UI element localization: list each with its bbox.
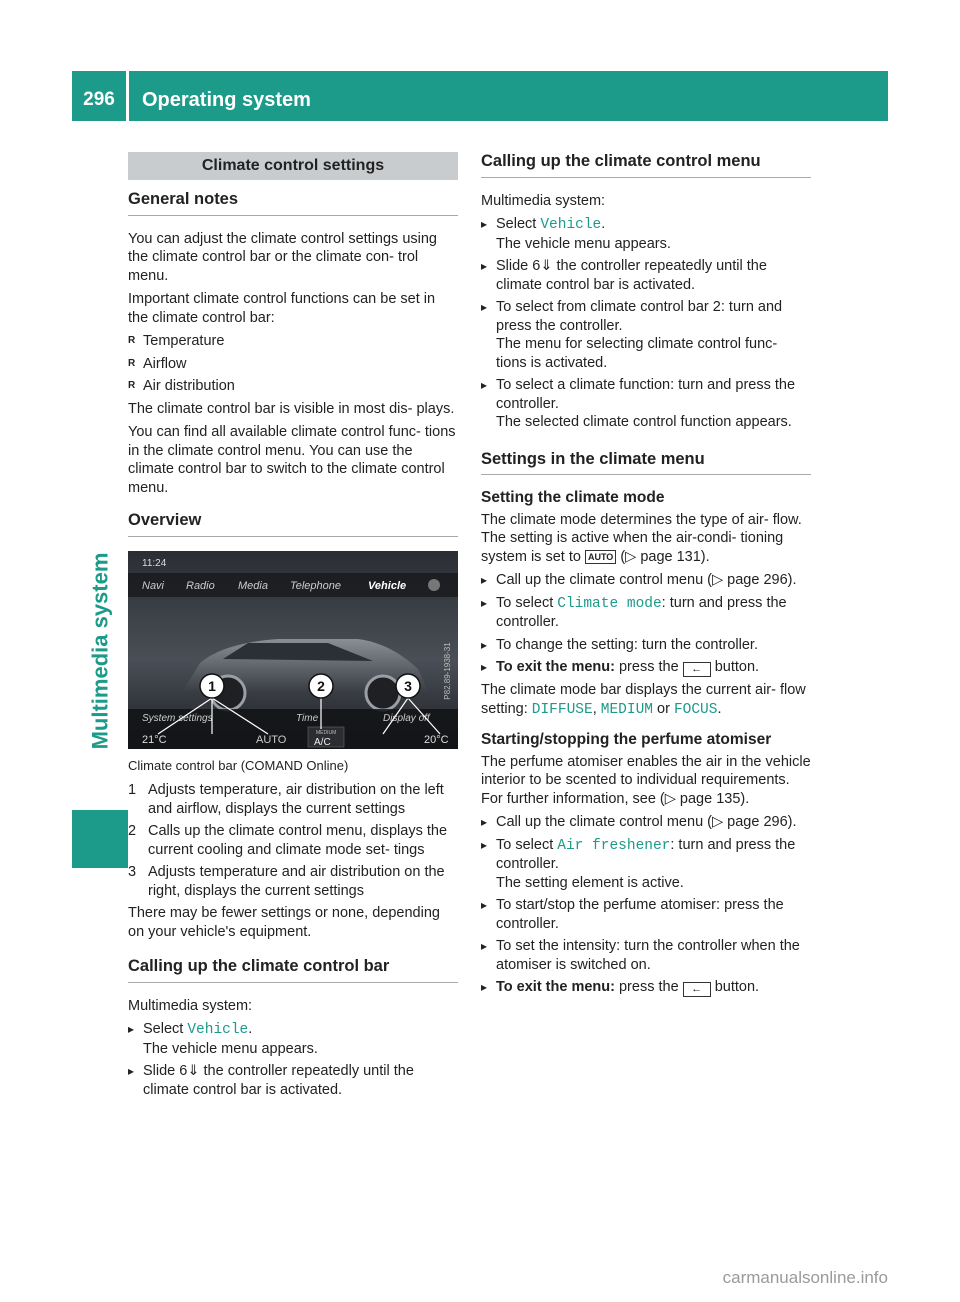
back-icon: ← xyxy=(683,982,711,997)
step: ▸ To start/stop the perfume atomiser: press the controller. xyxy=(481,896,811,933)
back-icon: ← xyxy=(683,662,711,677)
focus-code: FOCUS xyxy=(673,701,718,718)
paragraph: There may be fewer settings or none, depending on your vehicle's equipment. xyxy=(128,905,440,940)
page-header xyxy=(72,71,888,121)
vehicle-code: Vehicle xyxy=(187,1022,249,1038)
image-code: P82.89-1938-31 xyxy=(443,641,452,700)
auto-icon: AUTO xyxy=(585,550,616,564)
legend-item: 1 Adjusts temperature, air distribution on the left and airflow, displays the current settings xyxy=(128,782,444,817)
climate-mode-heading: Setting the climate mode xyxy=(481,489,665,506)
diffuse-code: DIFFUSE xyxy=(531,701,593,718)
step: ▸ Slide 6⇓ the controller repeatedly until the climate control bar is activated. xyxy=(128,1062,458,1099)
paragraph: The climate mode determines the type of air- flow. The setting is active when the air-condi- tioning system is set to AUTO (▷ page 131). xyxy=(481,511,802,565)
overview-heading: Overview xyxy=(128,511,458,537)
section-banner: Climate control settings xyxy=(128,152,458,180)
header-divider xyxy=(126,71,129,121)
step: ▸ Select Vehicle. The vehicle menu appears. xyxy=(128,1020,458,1058)
menu-vehicle: Vehicle xyxy=(368,579,407,592)
perfume-heading: Starting/stopping the perfume atomiser xyxy=(481,731,772,748)
screen-time-label: Time xyxy=(296,712,319,724)
paragraph: You can find all available climate control func- tions in the climate control menu. You can use the climate control bar to switch to the climate control menu. xyxy=(128,424,456,496)
list-item: R Air distribution xyxy=(128,377,458,396)
screen-display-off: Display off xyxy=(383,712,430,724)
paragraph: The climate control bar is visible in most dis- plays. xyxy=(128,400,455,417)
sidebar xyxy=(72,121,128,1302)
screen-temp-left: 21°C xyxy=(142,733,167,746)
paragraph: Multimedia system: xyxy=(481,192,606,209)
step: ▸ To set the intensity: turn the controller when the atomiser is switched on. xyxy=(481,937,811,974)
sidebar-section-label: Multimedia system xyxy=(87,552,112,750)
screen-graphic xyxy=(128,551,458,749)
legend-item: 3 Adjusts temperature and air distribution on the right, displays the current settings xyxy=(128,864,445,899)
controller-slide-icon: 6⇓ xyxy=(532,258,553,274)
left-column xyxy=(128,152,458,1103)
climate-bar-screenshot xyxy=(128,551,458,749)
screen-medium: MEDIUM xyxy=(316,729,337,736)
menu-navi: Navi xyxy=(142,579,165,592)
general-notes-heading: General notes xyxy=(128,190,458,216)
screen-time: 11:24 xyxy=(142,557,167,569)
list-item: R Airflow xyxy=(128,355,458,374)
legend-item: 2 Calls up the climate control menu, displays the current cooling and climate mode set- tings xyxy=(128,823,448,858)
svg-text:3: 3 xyxy=(404,677,412,694)
screen-temp-right: 20°C xyxy=(424,733,449,746)
step: ▸ To select a climate function: turn and press the controller. The selected climate control function appears. xyxy=(481,376,811,432)
air-freshener-code: Air freshener xyxy=(557,837,671,854)
paragraph: The perfume atomiser enables the air in the vehicle interior to be scented to individual requirements. For further information, see (▷ page 135). xyxy=(481,753,811,807)
step: ▸ Slide 6⇓ the controller repeatedly until the climate control bar is activated. xyxy=(481,257,811,294)
vehicle-code: Vehicle xyxy=(540,217,602,233)
screen-auto: AUTO xyxy=(256,733,287,746)
page-number: 296 xyxy=(83,89,115,110)
svg-text:2: 2 xyxy=(317,677,325,694)
gear-icon xyxy=(428,579,440,591)
controller-slide-icon: 6⇓ xyxy=(179,1063,200,1079)
step: ▸ To exit the menu: press the ← button. xyxy=(481,978,811,997)
climate-menu-heading: Calling up the climate control menu xyxy=(481,152,811,178)
step: ▸ Call up the climate control menu (▷ page 296). xyxy=(481,813,811,832)
list-item: R Temperature xyxy=(128,332,458,351)
step: ▸ To select Air freshener: turn and press the controller. The setting element is active. xyxy=(481,836,811,893)
paragraph: You can adjust the climate control settings using the climate control bar or the climate con- trol menu. xyxy=(128,230,437,284)
step: ▸ To select Climate mode: turn and press the controller. xyxy=(481,594,811,632)
step: ▸ Call up the climate control menu (▷ page 296). xyxy=(481,571,811,590)
climate-bar-heading: Calling up the climate control bar xyxy=(128,957,458,983)
step: ▸ To select from climate control bar 2: turn and press the controller. The menu for selecting climate control func- tions is activated. xyxy=(481,298,811,372)
paragraph: The climate mode bar displays the current air- flow setting: DIFFUSE, MEDIUM or FOCUS. xyxy=(481,682,806,718)
medium-code: MEDIUM xyxy=(600,701,653,718)
menu-radio: Radio xyxy=(186,579,215,592)
menu-media: Media xyxy=(238,579,268,592)
right-column xyxy=(481,152,811,1001)
screen-system-settings: System settings xyxy=(142,712,213,724)
climate-settings-heading: Settings in the climate menu xyxy=(481,450,811,476)
watermark: carmanualsonline.info xyxy=(722,1268,888,1287)
screen-ac: A/C xyxy=(314,736,331,748)
sidebar-marker xyxy=(72,810,128,868)
header-title: Operating system xyxy=(142,89,311,111)
paragraph: Multimedia system: xyxy=(128,997,253,1014)
paragraph: Important climate control functions can be set in the climate control bar: xyxy=(128,291,436,326)
step: ▸ To exit the menu: press the ← button. xyxy=(481,658,811,677)
menu-telephone: Telephone xyxy=(290,579,341,592)
climate-mode-code: Climate mode xyxy=(557,595,662,612)
figure-caption: Climate control bar (COMAND Online) xyxy=(128,757,349,773)
car-wheel xyxy=(366,676,400,710)
step: ▸ To change the setting: turn the controller. xyxy=(481,636,811,655)
step: ▸ Select Vehicle. The vehicle menu appears. xyxy=(481,215,811,253)
svg-text:1: 1 xyxy=(208,677,216,694)
